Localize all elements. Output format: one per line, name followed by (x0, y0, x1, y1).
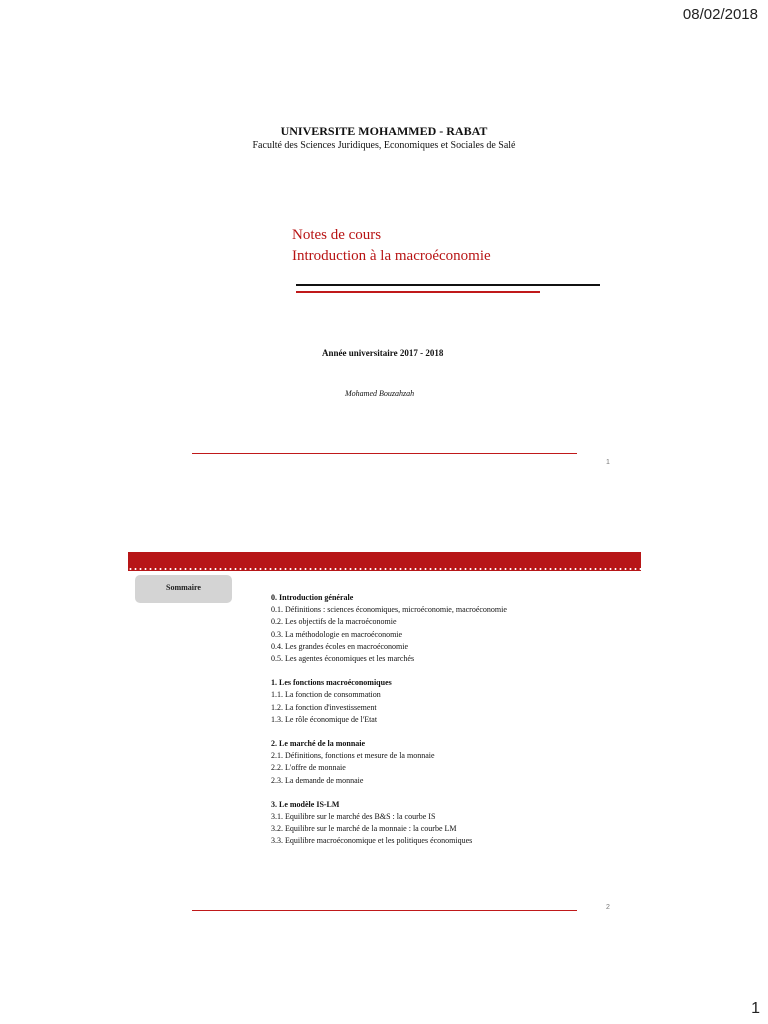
page-footer-number: 1 (751, 1000, 760, 1017)
toc-item: 1.1. La fonction de consommation (271, 690, 381, 700)
toc-heading: 1. Les fonctions macroéconomiques (271, 678, 392, 688)
academic-year: Année universitaire 2017 - 2018 (322, 348, 444, 358)
faculty-name: Faculté des Sciences Juridiques, Economiques et Sociales de Salé (252, 140, 516, 151)
toc-item: 1.2. La fonction d'investissement (271, 702, 377, 712)
toc-item: 0.1. Définitions : sciences économiques, microéconomie, macroéconomie (271, 605, 507, 615)
toc-item: 2.3. La demande de monnaie (271, 775, 364, 785)
toc-heading: 3. Le modèle IS-LM (271, 799, 340, 809)
toc-item: 0.4. Les grandes écoles en macroéconomie (271, 641, 409, 651)
author-name: Mohamed Bouzahzah (345, 389, 415, 398)
toc-item: 0.5. Les agentes économiques et les marchés (271, 654, 415, 664)
title-line-2: Introduction à la macroéconomie (292, 248, 491, 264)
slide2-page-number: 2 (606, 904, 610, 911)
toc-item: 2.1. Définitions, fonctions et mesure de la monnaie (271, 751, 435, 761)
toc-item: 3.2. Equilibre sur le marché de la monnaie : la courbe LM (271, 824, 457, 834)
toc-item: 2.2. L'offre de monnaie (271, 763, 346, 773)
slide2-header-dots (128, 567, 641, 571)
slide1-page-number: 1 (606, 459, 610, 466)
toc-heading: 2. Le marché de la monnaie (271, 739, 366, 749)
slide2-separator (192, 910, 577, 911)
sommaire-label: Sommaire (135, 575, 232, 603)
toc-section (271, 677, 507, 726)
table-of-contents (271, 592, 507, 848)
toc-item: 0.3. La méthodologie en macroéconomie (271, 629, 403, 639)
university-name: UNIVERSITE MOHAMMED - RABAT (280, 124, 488, 138)
toc-item: 1.3. Le rôle économique de l'Etat (271, 714, 378, 724)
toc-section (271, 738, 507, 787)
toc-section (271, 592, 507, 665)
print-date: 08/02/2018 (682, 6, 758, 23)
title-rule-red (296, 291, 540, 293)
title-rule-black (296, 284, 600, 286)
toc-item: 0.2. Les objectifs de la macroéconomie (271, 617, 397, 627)
slide1-separator (192, 453, 577, 454)
toc-section (271, 799, 507, 848)
toc-item: 3.1. Equilibre sur le marché des B&S : la courbe IS (271, 812, 436, 822)
title-line-1: Notes de cours (292, 227, 382, 243)
toc-heading: 0. Introduction générale (271, 593, 354, 602)
toc-item: 3.3. Equilibre macroéconomique et les politiques économiques (271, 836, 473, 846)
